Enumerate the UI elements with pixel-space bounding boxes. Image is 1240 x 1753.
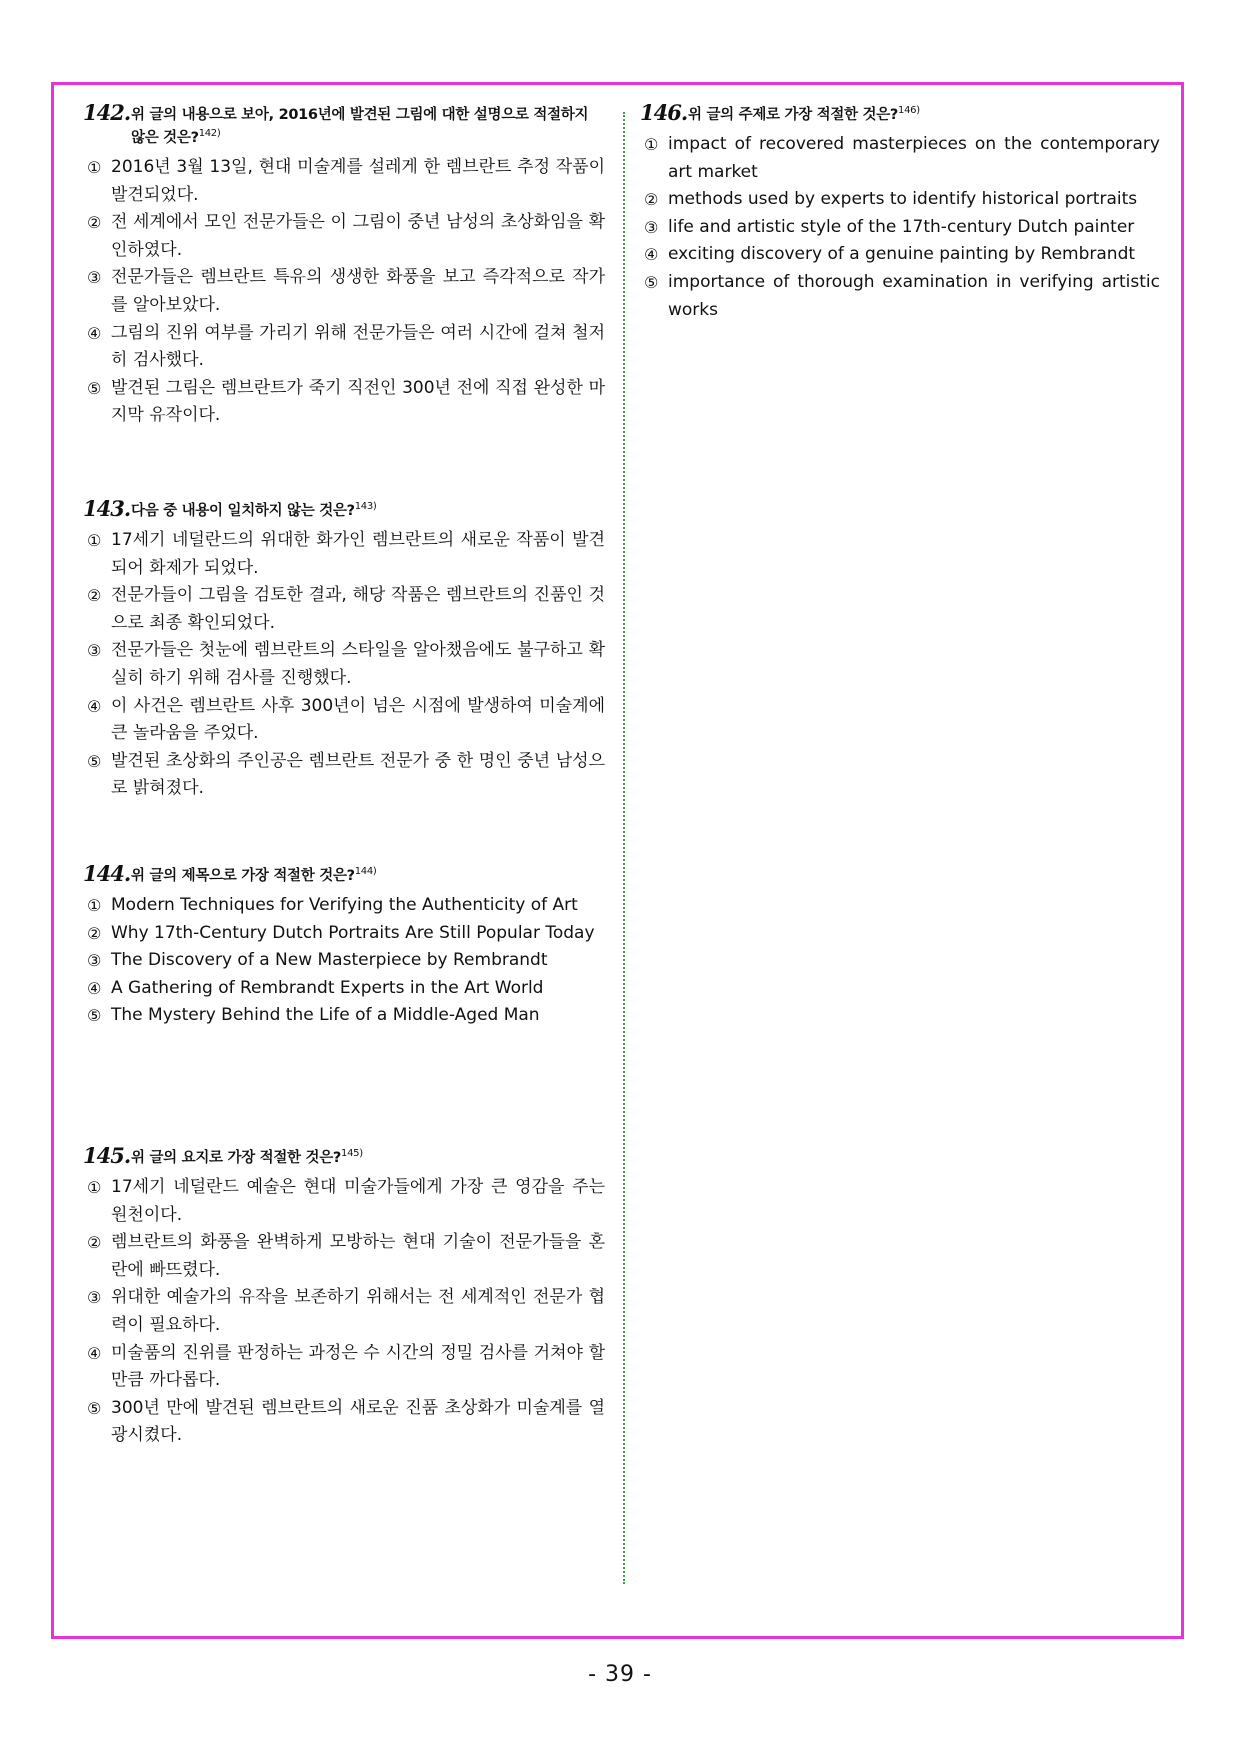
option-mark: ② [644,190,659,210]
option-text: 전 세계에서 모인 전문가들은 이 그림이 중년 남성의 초상화임을 확인하였다. [111,212,605,260]
answer-option[interactable] [83,1284,605,1339]
question-number: 143 . [83,497,130,520]
option-mark: ① [87,896,102,915]
option-mark: ③ [87,268,102,288]
question-142 [83,100,605,430]
answer-option[interactable] [83,1174,605,1229]
option-mark: ⑤ [87,1006,102,1026]
option-mark: ③ [87,641,102,661]
option-text: 위대한 예술가의 유작을 보존하기 위해서는 전 세계적인 전문가 협력이 필요하다. [111,1287,605,1335]
answer-options [640,131,1160,324]
question-text: 위 글의 제목으로 가장 적절한 것은? [131,868,355,884]
answer-option[interactable] [83,1340,605,1395]
option-text: 미술품의 진위를 판정하는 과정은 수 시간의 정밀 검사를 거쳐야 할 만큼 까다롭다. [111,1342,605,1391]
question-stem [83,100,605,150]
footnote-marker: 142) [198,128,221,140]
answer-option[interactable] [83,320,605,375]
option-mark: ④ [87,1343,102,1363]
option-text: The Mystery Behind the Life of a Middle-Aged Man [111,1005,540,1026]
answer-option[interactable] [640,186,1160,214]
answer-option[interactable] [83,209,605,264]
option-mark: ④ [87,323,102,343]
question-stem [83,496,605,523]
answer-option[interactable] [83,527,605,582]
answer-option[interactable] [83,375,605,430]
footnote-marker: 146) [898,105,920,117]
answer-options [83,154,605,430]
question-144 [83,861,605,1030]
option-mark: ④ [644,245,659,265]
option-text: 전문가들은 렘브란트 특유의 생생한 화풍을 보고 즉각적으로 작가를 알아보았다. [111,267,605,315]
footnote-marker: 144) [354,866,377,878]
option-mark: ② [87,923,102,943]
question-number: 145 . [83,1144,130,1167]
option-text: A Gathering of Rembrandt Experts in the Art World [111,977,544,998]
option-mark: ③ [87,1288,102,1308]
answer-option[interactable] [83,1002,605,1030]
answer-option[interactable] [83,748,605,803]
option-text: 그림의 진위 여부를 가리기 위해 전문가들은 여러 시간에 걸쳐 철저히 검사했다. [111,322,605,371]
answer-option[interactable] [83,1395,605,1450]
option-text: 전문가들은 첫눈에 렘브란트의 스타일을 알아챘음에도 불구하고 확실히 하기 위해 검사를 진행했다. [111,640,605,688]
option-text: life and artistic style of the 17th-century Dutch painter [668,216,1135,237]
option-text: 17세기 네덜란드 예술은 현대 미술가들에게 가장 큰 영감을 주는 원천이다. [111,1177,605,1225]
option-text: 발견된 그림은 렘브란트가 죽기 직전인 300년 전에 직접 완성한 마지막 유작이다. [111,377,605,426]
option-mark: ① [87,158,102,177]
question-number: 142 . [83,101,130,124]
option-text: 발견된 초상화의 주인공은 렘브란트 전문가 중 한 명인 중년 남성으로 밝혀졌다. [111,750,605,799]
option-text: impact of recovered masterpieces on the contemporary art market [668,134,1160,182]
option-mark: ④ [87,978,102,998]
answer-options [83,527,605,803]
option-mark: ② [87,586,102,606]
answer-option[interactable] [83,264,605,319]
question-text: 위 글의 내용으로 보아, 2016년에 발견된 그림에 대한 설명으로 적절하지 않은 것은? [131,107,589,146]
question-text: 위 글의 요지로 가장 적절한 것은? [131,1150,342,1166]
question-number: 144 . [83,862,130,885]
question-number: 146 . [640,101,687,124]
question-146 [640,100,1160,324]
question-text: 다음 중 내용이 일치하지 않는 것은? [131,503,355,519]
answer-option[interactable] [640,241,1160,269]
footnote-marker: 145) [341,1148,363,1160]
answer-options [83,1174,605,1450]
option-text: Why 17th-Century Dutch Portraits Are Still Popular Today [111,922,595,943]
option-text: The Discovery of a New Masterpiece by Rembrandt [111,950,548,971]
answer-option[interactable] [640,214,1160,242]
question-text: 위 글의 주제로 가장 적절한 것은? [688,107,899,123]
option-text: 300년 만에 발견된 렘브란트의 새로운 진품 초상화가 미술계를 열광시켰다. [111,1397,605,1446]
option-mark: ① [87,1178,102,1197]
footnote-marker: 143) [354,501,377,513]
option-text: 이 사건은 렘브란트 사후 300년이 넘은 시점에 발생하여 미술계에 큰 놀라움을 주었다. [111,695,605,744]
answer-option[interactable] [83,693,605,748]
option-text: methods used by experts to identify historical portraits [668,189,1138,210]
answer-option[interactable] [83,1229,605,1284]
option-mark: ② [87,213,102,233]
answer-option[interactable] [83,582,605,637]
option-mark: ① [87,531,102,550]
option-mark: ④ [87,696,102,716]
option-mark: ⑤ [87,1398,102,1418]
page-number: - 39 - [588,1662,652,1687]
column-divider [623,112,625,1584]
answer-option[interactable] [83,947,605,975]
answer-option[interactable] [640,131,1160,186]
option-mark: ⑤ [87,378,102,398]
option-text: Modern Techniques for Verifying the Authenticity of Art [111,895,578,915]
answer-option[interactable] [83,892,605,920]
answer-options [83,892,605,1030]
option-text: importance of thorough examination in verifying artistic works [668,271,1160,320]
option-mark: ② [87,1233,102,1253]
option-mark: ⑤ [87,751,102,771]
answer-option[interactable] [83,920,605,948]
option-text: 2016년 3월 13일, 현대 미술계를 설레게 한 렘브란트 추정 작품이 발견되었다. [111,157,605,205]
option-text: 17세기 네덜란드의 위대한 화가인 렘브란트의 새로운 작품이 발견되어 화제가 되었다. [111,530,605,578]
option-text: 전문가들이 그림을 검토한 결과, 해당 작품은 렘브란트의 진품인 것으로 최종 확인되었다. [111,585,605,633]
answer-option[interactable] [640,269,1160,324]
answer-option[interactable] [83,637,605,692]
question-stem [83,861,605,888]
option-mark: ③ [87,951,102,971]
option-text: exciting discovery of a genuine painting by Rembrandt [668,244,1136,265]
option-mark: ① [644,135,659,154]
question-143 [83,496,605,803]
answer-option[interactable] [83,154,605,209]
question-stem [640,100,1160,127]
option-mark: ③ [644,217,659,237]
answer-option[interactable] [83,975,605,1003]
option-mark: ⑤ [644,272,659,292]
option-text: 렘브란트의 화풍을 완벽하게 모방하는 현대 기술이 전문가들을 혼란에 빠뜨렸다. [111,1232,605,1280]
question-145 [83,1143,605,1450]
question-stem [83,1143,605,1170]
